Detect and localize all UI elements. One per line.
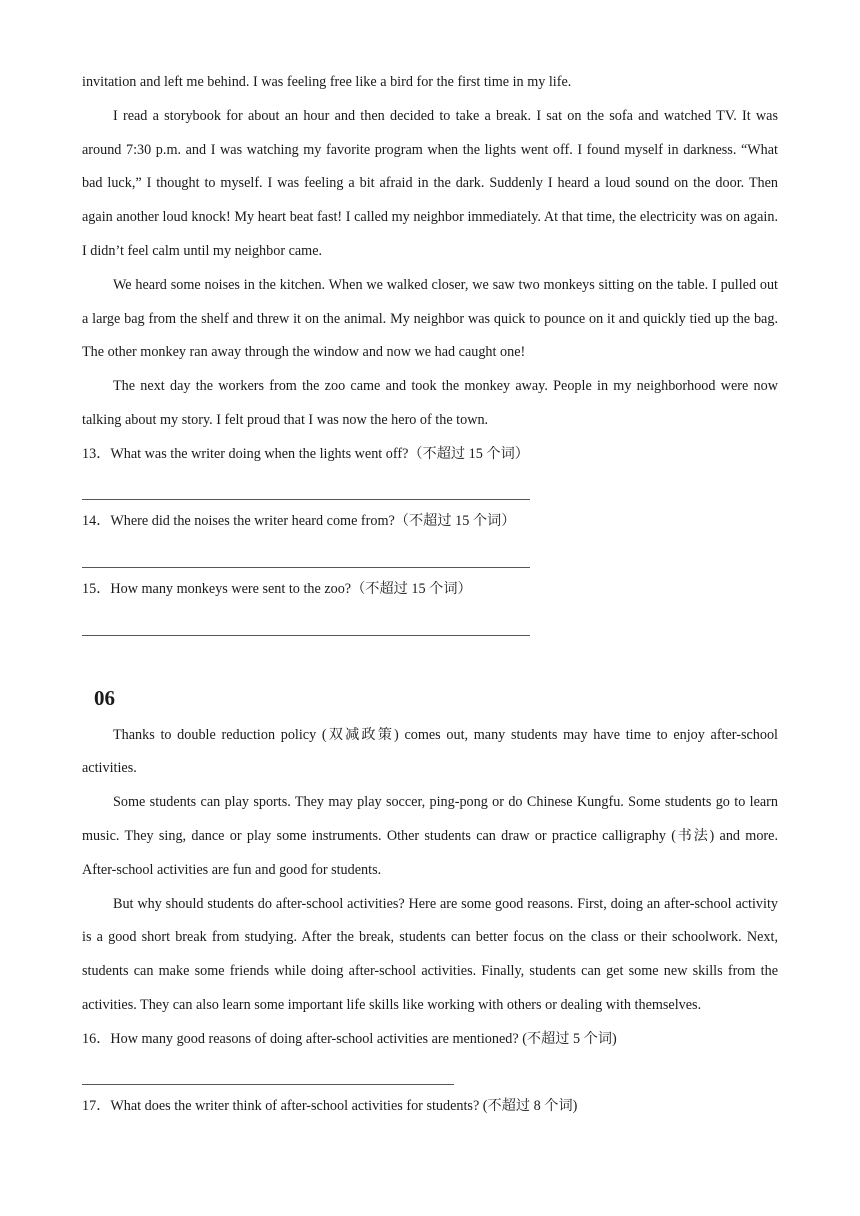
- section-number: 06: [94, 685, 115, 710]
- question-14: 14．Where did the noises the writer heard come from?（不超过 15 个词）: [82, 513, 516, 530]
- question-16: 16．How many good reasons of doing after-school activities are mentioned? (不超过 5 个词): [82, 1030, 617, 1047]
- passage-paragraph: But why should students do after-school activities? Here are some good reasons. First, doing an after-school activity is a good short break from studying. After the break, students can better focus on the class or their schoolwork. Next, students can make some friends while doing after-school activities. Finally, students can get some new skills from the activities. They can also learn some important life skills like working with others or dealing with themselves.: [82, 895, 778, 1013]
- passage-paragraph: Some students can play sports. They may play soccer, ping-pong or do Chinese Kungfu. Some students go to learn music. They sing, dance or play some instruments. Other students can draw or practice calligraphy (书法) and more. After-school activities are fun and good for students.: [82, 794, 778, 878]
- answer-line-14[interactable]: [82, 539, 778, 573]
- question-15: 15．How many monkeys were sent to the zoo?（不超过 15 个词）: [82, 580, 472, 597]
- section-spacer: [82, 641, 778, 683]
- passage-paragraph: We heard some noises in the kitchen. When we walked closer, we saw two monkeys sitting on the table. I pulled out a large bag from the shelf and threw it on the animal. My neighbor was quick to pounce on it and quickly tied up the bag. The other monkey ran away through the window and now we had caught one!: [82, 276, 778, 361]
- question-13: 13．What was the writer doing when the lights went off?（不超过 15 个词）: [82, 445, 529, 462]
- document-page: [82, 66, 778, 1124]
- answer-line-13[interactable]: [82, 472, 778, 506]
- passage-paragraph: Thanks to double reduction policy (双减政策) comes out, many students may have time to enjoy after-school activities.: [82, 726, 778, 777]
- passage-paragraph: invitation and left me behind. I was feeling free like a bird for the first time in my life.: [82, 74, 572, 90]
- passage-paragraph: I read a storybook for about an hour and then decided to take a break. I sat on the sofa and watched TV. It was around 7:30 p.m. and I was watching my favorite program when the lights went off. I found myself in darkness. “What bad luck,” I thought to myself. I was feeling a bit afraid in the dark. Suddenly I heard a loud sound on the door. Then again another loud knock! My heart beat fast! I called my neighbor immediately. At that time, the electricity was on again. I didn’t feel calm until my neighbor came.: [82, 107, 778, 259]
- passage-paragraph: The next day the workers from the zoo came and took the monkey away. People in my neighborhood were now talking about my story. I felt proud that I was now the hero of the town.: [82, 378, 778, 428]
- answer-line-15[interactable]: [82, 607, 778, 641]
- question-17: 17．What does the writer think of after-school activities for students? (不超过 8 个词): [82, 1098, 578, 1115]
- answer-line-16[interactable]: [82, 1057, 778, 1091]
